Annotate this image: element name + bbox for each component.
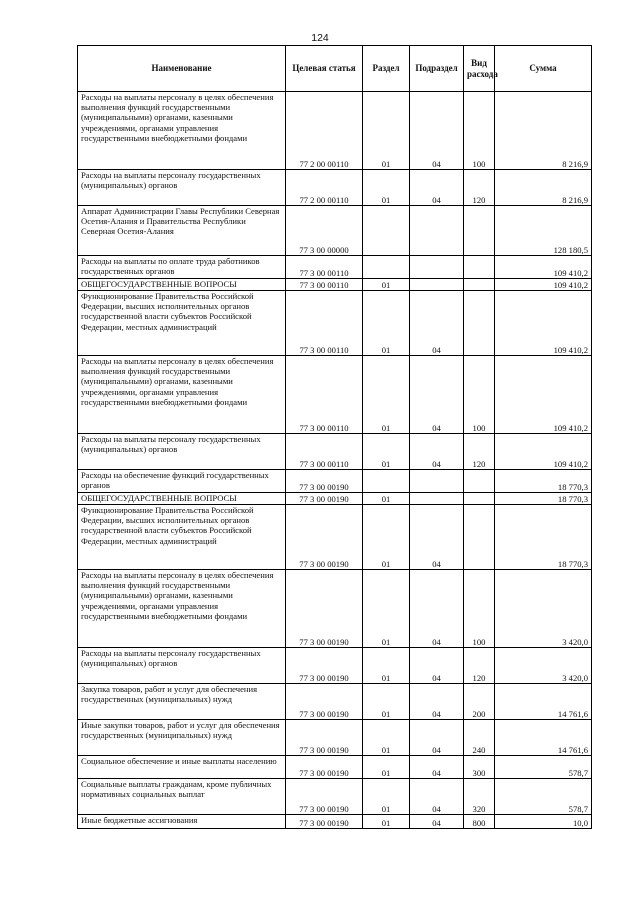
row-amount: 14 761,6 — [495, 720, 592, 756]
row-subsection: 04 — [410, 648, 464, 684]
row-amount: 109 410,2 — [495, 291, 592, 356]
row-expense-type — [464, 291, 495, 356]
row-subsection: 04 — [410, 434, 464, 470]
row-target-code: 77 3 00 00190 — [286, 684, 363, 720]
table-row — [78, 434, 592, 470]
row-amount: 109 410,2 — [495, 434, 592, 470]
row-subsection — [410, 206, 464, 256]
row-target-code: 77 3 00 00110 — [286, 256, 363, 279]
row-amount: 3 420,0 — [495, 648, 592, 684]
row-section: 01 — [363, 279, 410, 291]
row-name: Расходы на выплаты по оплате труда работников государственных органов — [78, 256, 286, 279]
row-subsection: 04 — [410, 815, 464, 829]
table-row — [78, 815, 592, 829]
table-row — [78, 570, 592, 648]
row-amount: 578,7 — [495, 756, 592, 779]
row-subsection: 04 — [410, 170, 464, 206]
row-section: 01 — [363, 356, 410, 434]
row-target-code: 77 3 00 00110 — [286, 356, 363, 434]
table-row — [78, 779, 592, 815]
table-row — [78, 92, 592, 170]
row-subsection: 04 — [410, 291, 464, 356]
row-section: 01 — [363, 170, 410, 206]
table-row — [78, 170, 592, 206]
table-row — [78, 648, 592, 684]
row-name: Социальное обеспечение и иные выплаты населению — [78, 756, 286, 779]
row-target-code: 77 3 00 00000 — [286, 206, 363, 256]
row-expense-type: 320 — [464, 779, 495, 815]
row-target-code: 77 3 00 00190 — [286, 470, 363, 493]
row-subsection: 04 — [410, 756, 464, 779]
row-amount: 109 410,2 — [495, 279, 592, 291]
row-subsection — [410, 493, 464, 505]
row-amount: 8 216,9 — [495, 170, 592, 206]
row-expense-type — [464, 206, 495, 256]
row-section — [363, 256, 410, 279]
row-amount: 18 770,3 — [495, 493, 592, 505]
row-target-code: 77 3 00 00190 — [286, 756, 363, 779]
row-name: Расходы на выплаты персоналу в целях обеспечения выполнения функций государственными (муниципальными) органами, казенными учреждениями, органами управления государственными внебюджетными фондами — [78, 92, 286, 170]
row-target-code: 77 3 00 00190 — [286, 505, 363, 570]
row-name: Расходы на выплаты персоналу в целях обеспечения выполнения функций государственными (муниципальными) органами, казенными учреждениями, органами управления государственными внебюджетными фондами — [78, 356, 286, 434]
row-subsection — [410, 470, 464, 493]
row-subsection: 04 — [410, 720, 464, 756]
row-name: Расходы на выплаты персоналу государственных (муниципальных) органов — [78, 170, 286, 206]
table-row — [78, 756, 592, 779]
row-name: Расходы на выплаты персоналу в целях обеспечения выполнения функций государственными (муниципальными) органами, казенными учреждениями, органами управления государственными внебюджетными фондами — [78, 570, 286, 648]
row-expense-type — [464, 279, 495, 291]
row-subsection: 04 — [410, 92, 464, 170]
row-target-code: 77 3 00 00190 — [286, 648, 363, 684]
row-target-code: 77 3 00 00110 — [286, 434, 363, 470]
header-target: Целевая статья — [286, 46, 363, 92]
row-amount: 18 770,3 — [495, 470, 592, 493]
row-amount: 128 180,5 — [495, 206, 592, 256]
row-section: 01 — [363, 505, 410, 570]
row-name: Закупка товаров, работ и услуг для обеспечения государственных (муниципальных) нужд — [78, 684, 286, 720]
row-expense-type: 240 — [464, 720, 495, 756]
row-name: Иные бюджетные ассигнования — [78, 815, 286, 829]
row-expense-type: 100 — [464, 92, 495, 170]
row-target-code: 77 3 00 00190 — [286, 779, 363, 815]
row-name: Аппарат Администрации Главы Республики Северная Осетия-Алания и Правительства Республики Северная Осетия-Алания — [78, 206, 286, 256]
row-name: Функционирование Правительства Российской Федерации, высших исполнительных органов государственной власти субъектов Российской Федерации, местных администраций — [78, 505, 286, 570]
row-section: 01 — [363, 648, 410, 684]
row-section: 01 — [363, 434, 410, 470]
row-target-code: 77 3 00 00190 — [286, 493, 363, 505]
row-expense-type: 800 — [464, 815, 495, 829]
row-expense-type: 300 — [464, 756, 495, 779]
table-row — [78, 684, 592, 720]
header-subsection: Подраздел — [410, 46, 464, 92]
header-name: Наименование — [78, 46, 286, 92]
row-section: 01 — [363, 291, 410, 356]
table-row — [78, 256, 592, 279]
row-expense-type: 120 — [464, 648, 495, 684]
row-amount: 8 216,9 — [495, 92, 592, 170]
row-section: 01 — [363, 92, 410, 170]
row-amount: 109 410,2 — [495, 256, 592, 279]
table-row — [78, 505, 592, 570]
header-expense-type: Вид расхода — [464, 46, 495, 92]
row-section: 01 — [363, 815, 410, 829]
row-amount: 10,0 — [495, 815, 592, 829]
header-section: Раздел — [363, 46, 410, 92]
row-subsection — [410, 279, 464, 291]
row-target-code: 77 3 00 00110 — [286, 291, 363, 356]
header-amount: Сумма — [495, 46, 592, 92]
row-section: 01 — [363, 684, 410, 720]
row-section — [363, 470, 410, 493]
row-name: Расходы на выплаты персоналу государственных (муниципальных) органов — [78, 648, 286, 684]
row-name: Социальные выплаты гражданам, кроме публичных нормативных социальных выплат — [78, 779, 286, 815]
row-subsection: 04 — [410, 684, 464, 720]
row-amount: 578,7 — [495, 779, 592, 815]
row-expense-type — [464, 256, 495, 279]
row-expense-type: 200 — [464, 684, 495, 720]
row-name: Расходы на выплаты персоналу государственных (муниципальных) органов — [78, 434, 286, 470]
table-row — [78, 356, 592, 434]
row-subsection: 04 — [410, 356, 464, 434]
row-expense-type: 120 — [464, 434, 495, 470]
row-expense-type — [464, 505, 495, 570]
row-subsection: 04 — [410, 779, 464, 815]
row-section — [363, 206, 410, 256]
table-row — [78, 493, 592, 505]
row-subsection: 04 — [410, 505, 464, 570]
row-name: Иные закупки товаров, работ и услуг для обеспечения государственных (муниципальных) нужд — [78, 720, 286, 756]
row-target-code: 77 3 00 00110 — [286, 279, 363, 291]
budget-table — [77, 45, 592, 829]
table-row — [78, 470, 592, 493]
row-name: ОБЩЕГОСУДАРСТВЕННЫЕ ВОПРОСЫ — [78, 279, 286, 291]
row-target-code: 77 3 00 00190 — [286, 815, 363, 829]
row-expense-type: 120 — [464, 170, 495, 206]
table-row — [78, 206, 592, 256]
row-expense-type — [464, 470, 495, 493]
row-subsection: 04 — [410, 570, 464, 648]
row-expense-type: 100 — [464, 356, 495, 434]
row-section: 01 — [363, 570, 410, 648]
table-row — [78, 720, 592, 756]
table-row — [78, 279, 592, 291]
row-section: 01 — [363, 756, 410, 779]
row-name: Расходы на обеспечение функций государственных органов — [78, 470, 286, 493]
row-expense-type — [464, 493, 495, 505]
table-row — [78, 291, 592, 356]
row-amount: 3 420,0 — [495, 570, 592, 648]
row-target-code: 77 3 00 00190 — [286, 570, 363, 648]
table-header-row — [78, 46, 592, 92]
row-amount: 14 761,6 — [495, 684, 592, 720]
row-target-code: 77 2 00 00110 — [286, 170, 363, 206]
row-target-code: 77 2 00 00110 — [286, 92, 363, 170]
row-amount: 18 770,3 — [495, 505, 592, 570]
row-target-code: 77 3 00 00190 — [286, 720, 363, 756]
row-expense-type: 100 — [464, 570, 495, 648]
row-name: Функционирование Правительства Российской Федерации, высших исполнительных органов государственной власти субъектов Российской Федерации, местных администраций — [78, 291, 286, 356]
row-section: 01 — [363, 493, 410, 505]
row-section: 01 — [363, 720, 410, 756]
row-section: 01 — [363, 779, 410, 815]
row-amount: 109 410,2 — [495, 356, 592, 434]
row-subsection — [410, 256, 464, 279]
row-name: ОБЩЕГОСУДАРСТВЕННЫЕ ВОПРОСЫ — [78, 493, 286, 505]
page-number: 124 — [311, 32, 329, 44]
